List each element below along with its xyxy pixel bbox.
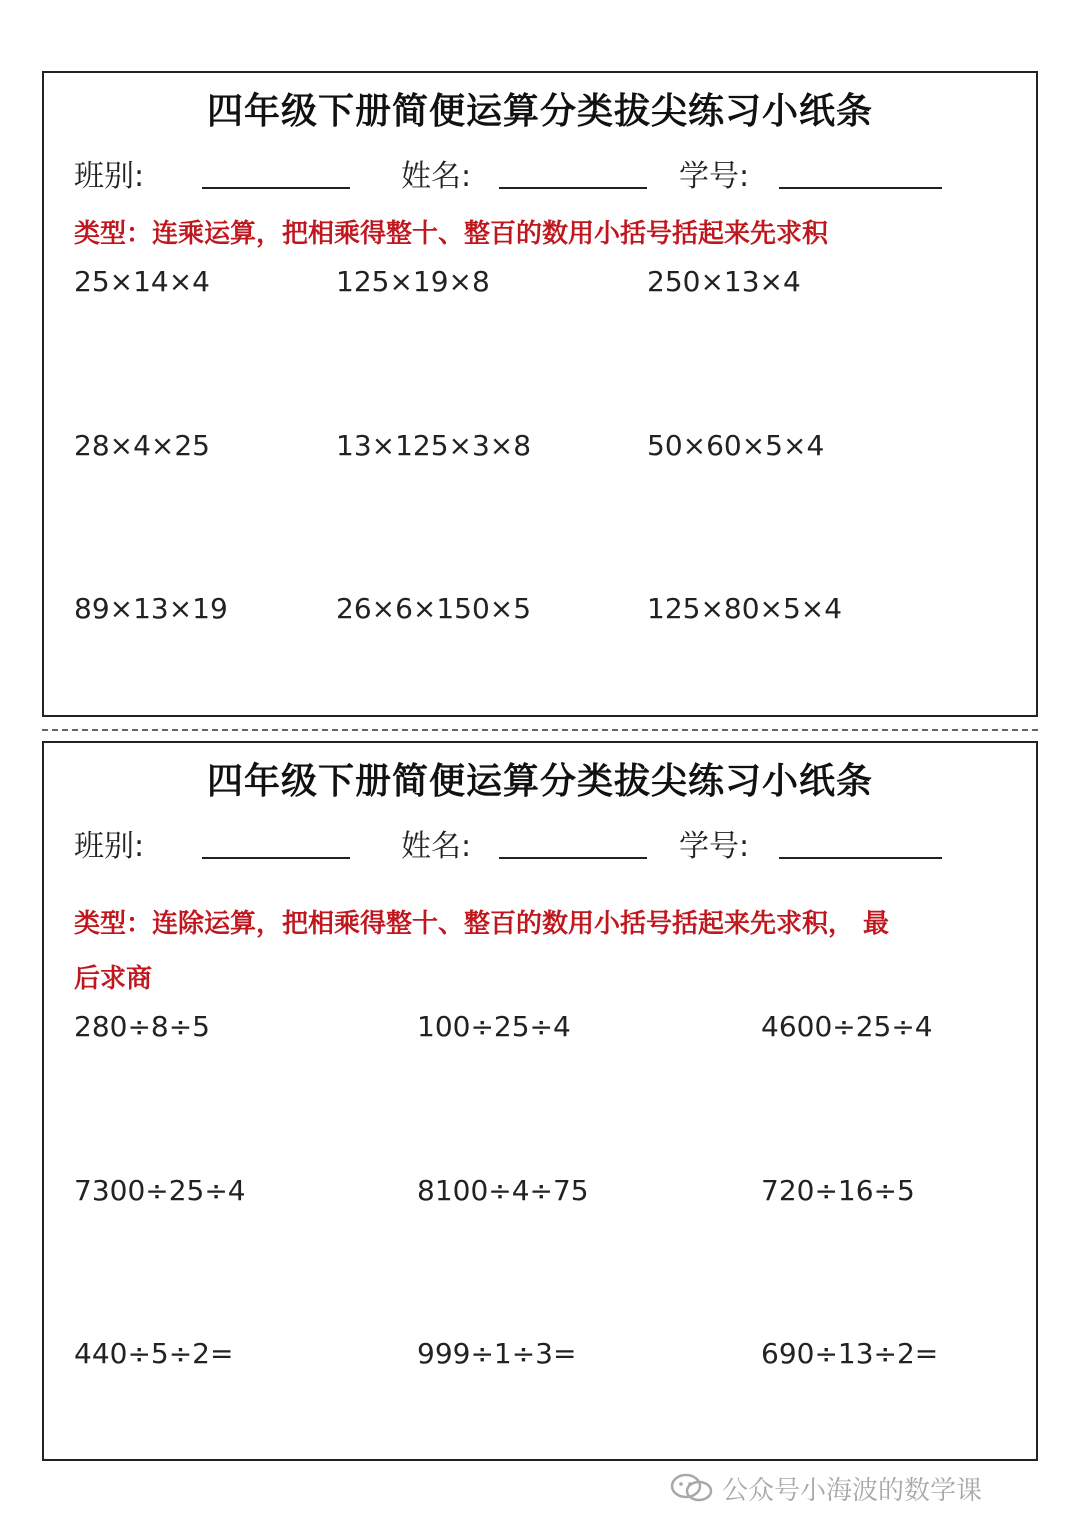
student-id-label: 学号: — [679, 829, 750, 864]
student-id-field — [679, 821, 749, 865]
problem: 720÷16÷5 — [761, 1174, 915, 1207]
dashed-cut-line — [42, 729, 1038, 731]
problem: 125×80×5×4 — [647, 592, 843, 625]
worksheet-card-1 — [42, 71, 1038, 717]
problem: 999÷1÷3= — [417, 1337, 577, 1370]
watermark-text: 公众号小海波的数学课 — [722, 1475, 983, 1506]
problem: 25×14×4 — [74, 265, 210, 298]
student-id-blank-line[interactable] — [779, 857, 942, 859]
problem: 8100÷4÷75 — [417, 1174, 589, 1207]
name-blank-line[interactable] — [499, 857, 647, 859]
name-field — [401, 151, 471, 195]
problem: 250×13×4 — [647, 265, 801, 298]
student-id-field — [679, 151, 749, 195]
problem: 280÷8÷5 — [74, 1010, 210, 1043]
watermark — [670, 1468, 982, 1508]
student-info-row — [44, 821, 1036, 864]
name-label: 姓名: — [401, 159, 472, 194]
problem: 89×13×19 — [74, 592, 228, 625]
type-instruction: 类型：连乘运算，把相乘得整十、整百的数用小括号括起来先求积 — [74, 219, 829, 249]
problem: 50×60×5×4 — [647, 429, 825, 462]
student-id-blank-line[interactable] — [779, 187, 942, 189]
wechat-icon — [670, 1473, 714, 1503]
student-info-row — [44, 151, 1036, 194]
problem: 28×4×25 — [74, 429, 210, 462]
problem: 13×125×3×8 — [336, 429, 532, 462]
class-label: 班别: — [74, 829, 145, 864]
problem: 100÷25÷4 — [417, 1010, 571, 1043]
problem: 7300÷25÷4 — [74, 1174, 246, 1207]
student-id-label: 学号: — [679, 159, 750, 194]
worksheet-card-2 — [42, 741, 1038, 1461]
worksheet-title: 四年级下册简便运算分类拔尖练习小纸条 — [206, 761, 873, 802]
problem: 125×19×8 — [336, 265, 490, 298]
class-field — [74, 151, 144, 195]
class-label: 班别: — [74, 159, 145, 194]
name-field — [401, 821, 471, 865]
name-label: 姓名: — [401, 829, 472, 864]
problem: 4600÷25÷4 — [761, 1010, 933, 1043]
problem: 690÷13÷2= — [761, 1337, 939, 1370]
worksheet-title: 四年级下册简便运算分类拔尖练习小纸条 — [206, 91, 873, 132]
problem: 440÷5÷2= — [74, 1337, 234, 1370]
class-field — [74, 821, 144, 865]
type-instruction: 类型：连除运算，把相乘得整十、整百的数用小括号括起来先求积， 最 — [74, 909, 890, 939]
name-blank-line[interactable] — [499, 187, 647, 189]
class-blank-line[interactable] — [202, 857, 350, 859]
type-instruction-cont: 后求商 — [74, 964, 153, 994]
class-blank-line[interactable] — [202, 187, 350, 189]
problem: 26×6×150×5 — [336, 592, 532, 625]
